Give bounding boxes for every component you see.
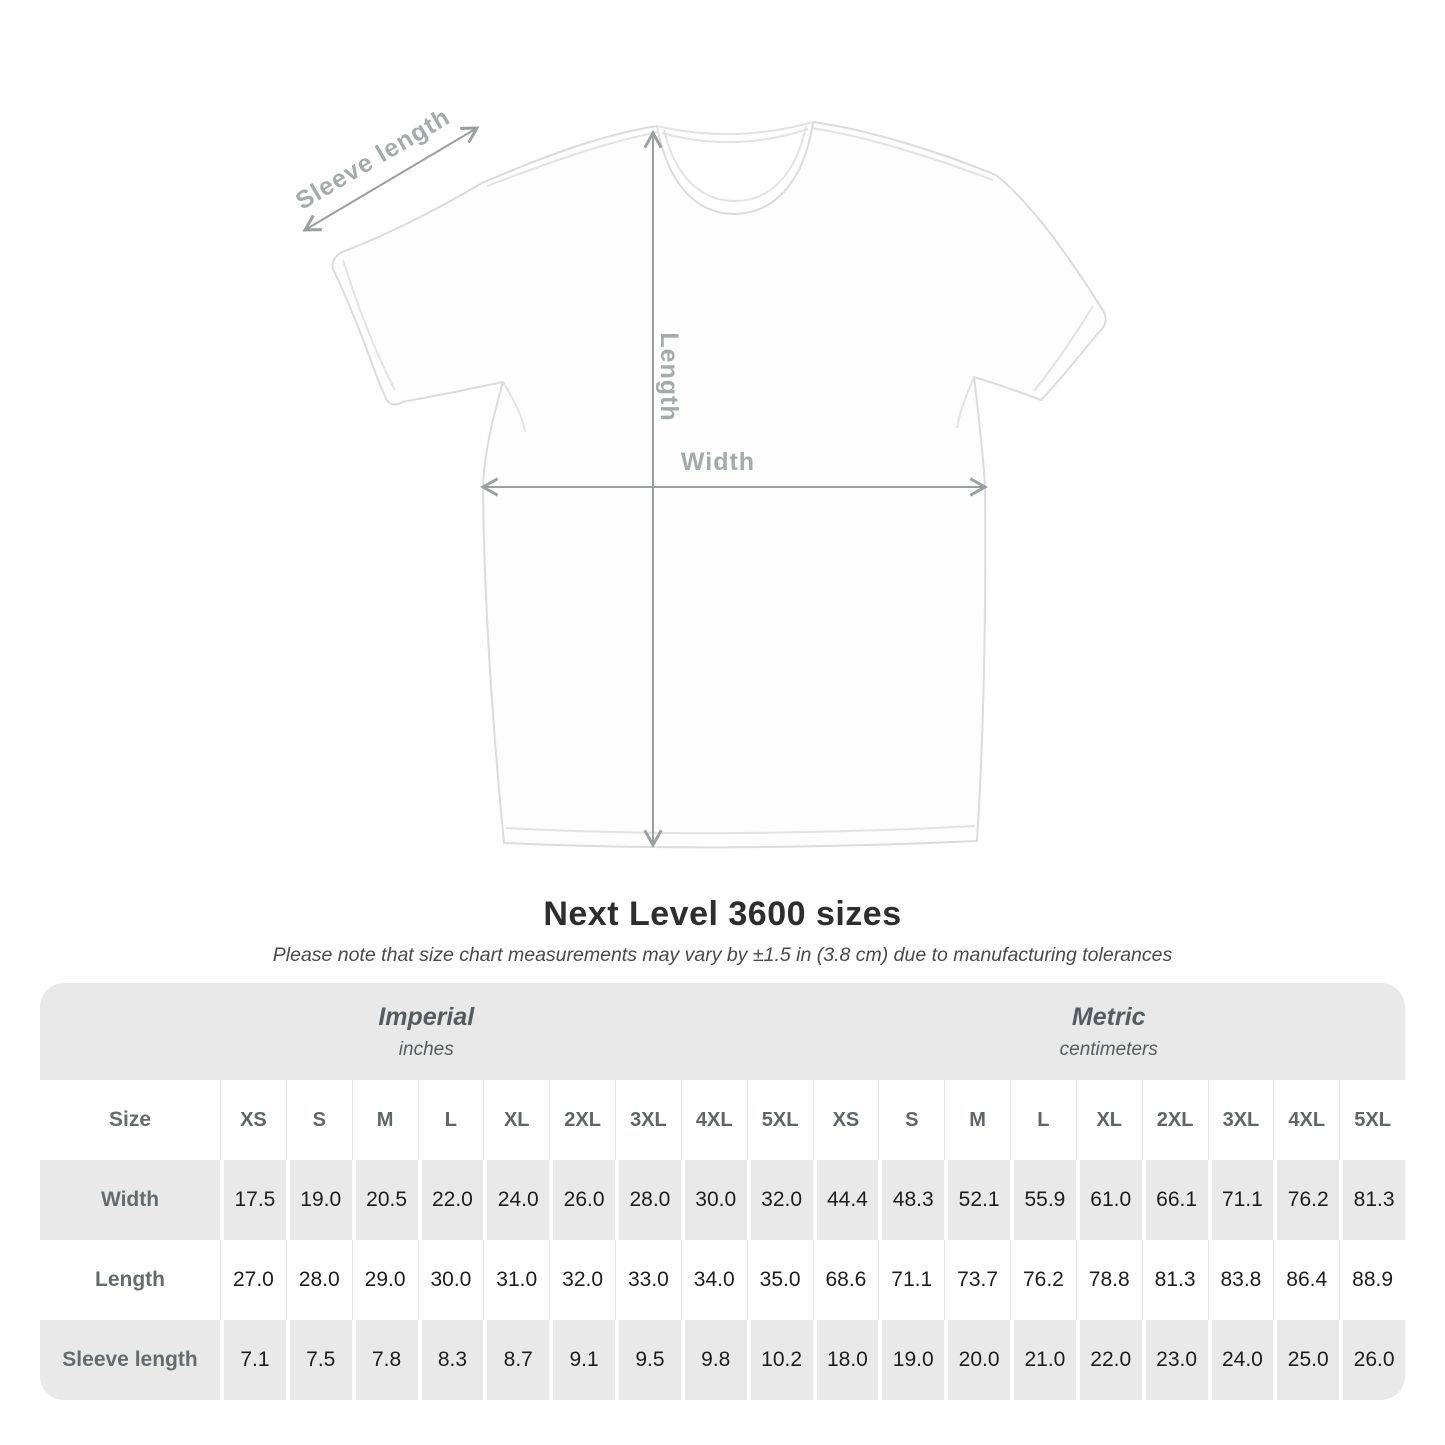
size-column-label: Size — [108, 1108, 152, 1131]
imperial-size-3xl: 3XL — [615, 1080, 681, 1160]
sleeve-length-metric-value-2: 20.0 — [944, 1320, 1010, 1400]
size-table — [40, 983, 1405, 1400]
imperial-size-l: L — [418, 1080, 484, 1160]
length-imperial-value-3: 30.0 — [418, 1240, 484, 1320]
sleeve-length-metric-value-6: 24.0 — [1208, 1320, 1274, 1400]
width-row-label: Width — [40, 1160, 220, 1240]
unit-header-row — [40, 983, 1405, 1080]
sleeve-length-metric-value-3: 21.0 — [1010, 1320, 1076, 1400]
metric-size-l: L — [1010, 1080, 1076, 1160]
sleeve-length-imperial-value-3: 8.3 — [418, 1320, 484, 1400]
width-metric-value-6: 71.1 — [1208, 1160, 1274, 1240]
sleeve-length-imperial-value-7: 9.8 — [681, 1320, 747, 1400]
sleeve-length-row — [40, 1320, 1405, 1400]
sleeve-length-metric-value-7: 25.0 — [1273, 1320, 1339, 1400]
sleeve-length-row-label: Sleeve length — [40, 1320, 220, 1400]
width-metric-value-7: 76.2 — [1273, 1160, 1339, 1240]
metric-size-xl: XL — [1076, 1080, 1142, 1160]
length-imperial-value-0: 27.0 — [220, 1240, 286, 1320]
width-imperial-value-5: 26.0 — [549, 1160, 615, 1240]
imperial-header-unit: inches — [398, 1038, 454, 1060]
length-imperial-value-5: 32.0 — [549, 1240, 615, 1320]
sleeve-length-imperial-value-2: 7.8 — [352, 1320, 418, 1400]
length-row-label: Length — [95, 1268, 165, 1291]
width-imperial-value-3: 22.0 — [418, 1160, 484, 1240]
length-imperial-value-7: 34.0 — [681, 1240, 747, 1320]
length-metric-value-3: 76.2 — [1010, 1240, 1076, 1320]
length-imperial-value-6: 33.0 — [615, 1240, 681, 1320]
length-arrow-label: Length — [655, 332, 683, 422]
imperial-header-title: Imperial — [378, 1002, 475, 1031]
width-metric-value-3: 55.9 — [1010, 1160, 1076, 1240]
metric-size-xs: XS — [813, 1080, 879, 1160]
width-imperial-value-6: 28.0 — [615, 1160, 681, 1240]
width-arrow-label: Width — [680, 448, 756, 476]
length-metric-value-6: 83.8 — [1208, 1240, 1274, 1320]
length-metric-value-1: 71.1 — [878, 1240, 944, 1320]
back-neck-seam — [657, 122, 813, 134]
width-metric-value-5: 66.1 — [1142, 1160, 1208, 1240]
sleeve-length-imperial-value-4: 8.7 — [483, 1320, 549, 1400]
width-imperial-value-8: 32.0 — [747, 1160, 813, 1240]
metric-size-2xl: 2XL — [1142, 1080, 1208, 1160]
imperial-header — [40, 983, 813, 1080]
metric-size-5xl: 5XL — [1339, 1080, 1405, 1160]
length-imperial-value-1: 28.0 — [286, 1240, 352, 1320]
imperial-size-2xl: 2XL — [549, 1080, 615, 1160]
imperial-size-5xl: 5XL — [747, 1080, 813, 1160]
tshirt-diagram — [285, 80, 1120, 870]
width-imperial-value-2: 20.5 — [352, 1160, 418, 1240]
width-imperial-value-1: 19.0 — [286, 1160, 352, 1240]
sleeve-length-imperial-value-6: 9.5 — [615, 1320, 681, 1400]
size-header-row — [40, 1080, 1405, 1160]
metric-header-title: Metric — [1071, 1002, 1146, 1031]
sleeve-length-metric-value-5: 23.0 — [1142, 1320, 1208, 1400]
length-metric-value-0: 68.6 — [813, 1240, 879, 1320]
length-imperial-value-2: 29.0 — [352, 1240, 418, 1320]
width-metric-value-4: 61.0 — [1076, 1160, 1142, 1240]
tshirt-figure — [285, 80, 1120, 870]
width-imperial-value-4: 24.0 — [483, 1160, 549, 1240]
sleeve-length-imperial-value-0: 7.1 — [220, 1320, 286, 1400]
table-body — [40, 1080, 1405, 1400]
metric-size-m: M — [944, 1080, 1010, 1160]
metric-header-unit: centimeters — [1059, 1038, 1158, 1060]
length-imperial-value-8: 35.0 — [747, 1240, 813, 1320]
width-metric-value-0: 44.4 — [813, 1160, 879, 1240]
tshirt-graphic — [332, 122, 1105, 847]
sleeve-length-metric-value-1: 19.0 — [878, 1320, 944, 1400]
sleeve-length-arrow-label: Sleeve length — [290, 102, 456, 216]
imperial-size-xl: XL — [483, 1080, 549, 1160]
length-metric-value-2: 73.7 — [944, 1240, 1010, 1320]
metric-header — [813, 983, 1406, 1080]
sleeve-length-imperial-value-1: 7.5 — [286, 1320, 352, 1400]
length-imperial-value-4: 31.0 — [483, 1240, 549, 1320]
imperial-size-s: S — [286, 1080, 352, 1160]
imperial-size-xs: XS — [220, 1080, 286, 1160]
sleeve-length-metric-value-4: 22.0 — [1076, 1320, 1142, 1400]
imperial-size-4xl: 4XL — [681, 1080, 747, 1160]
width-imperial-value-0: 17.5 — [220, 1160, 286, 1240]
sleeve-length-imperial-value-5: 9.1 — [549, 1320, 615, 1400]
width-row — [40, 1160, 1405, 1240]
tolerance-note: Please note that size chart measurements may vary by ±1.5 in (3.8 cm) due to manufacturing tolerances — [272, 944, 1173, 966]
metric-size-s: S — [878, 1080, 944, 1160]
length-metric-value-7: 86.4 — [1273, 1240, 1339, 1320]
metric-size-4xl: 4XL — [1273, 1080, 1339, 1160]
sleeve-length-metric-value-0: 18.0 — [813, 1320, 879, 1400]
length-metric-value-5: 81.3 — [1142, 1240, 1208, 1320]
page-title: Next Level 3600 sizes — [543, 895, 902, 933]
imperial-size-m: M — [352, 1080, 418, 1160]
length-metric-value-8: 88.9 — [1339, 1240, 1405, 1320]
width-metric-value-8: 81.3 — [1339, 1160, 1405, 1240]
sleeve-length-imperial-value-8: 10.2 — [747, 1320, 813, 1400]
width-imperial-value-7: 30.0 — [681, 1160, 747, 1240]
sleeve-length-metric-value-8: 26.0 — [1339, 1320, 1405, 1400]
length-row — [40, 1240, 1405, 1320]
length-metric-value-4: 78.8 — [1076, 1240, 1142, 1320]
width-metric-value-1: 48.3 — [878, 1160, 944, 1240]
width-metric-value-2: 52.1 — [944, 1160, 1010, 1240]
metric-size-3xl: 3XL — [1208, 1080, 1274, 1160]
